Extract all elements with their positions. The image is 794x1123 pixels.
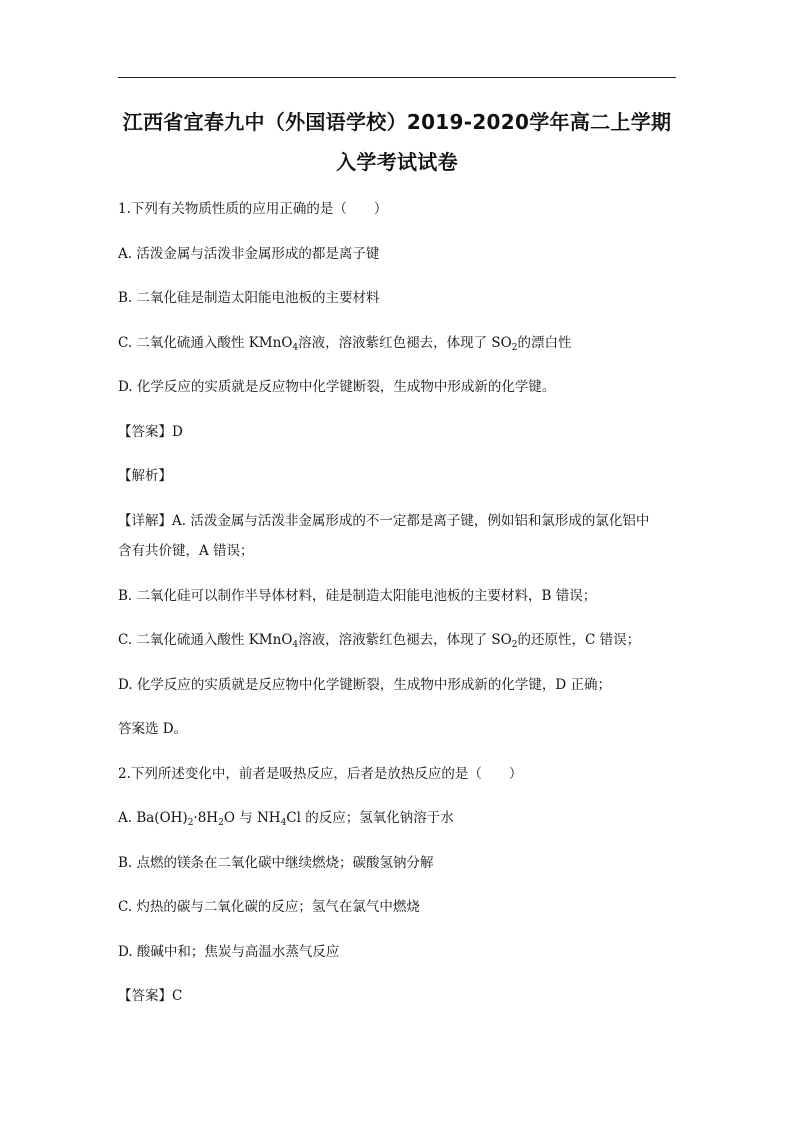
q1-option-c <box>118 334 571 352</box>
q1-detail-c-text-3: 的还原性，C 错误； <box>517 632 641 648</box>
q2-option-b: B. 点燃的镁条在二氧化碳中继续燃烧；碳酸氢钠分解 <box>118 855 434 871</box>
q1-analysis-heading: 【解析】 <box>118 468 172 484</box>
q1-answer: 【答案】D <box>118 424 183 440</box>
q1-c-text-1: C. 二氧化硫通入酸性 KMnO <box>118 335 293 351</box>
q2-a-sub-2: 2 <box>218 818 224 828</box>
q1-option-d: D. 化学反应的实质就是反应物中化学键断裂，生成物中形成新的化学键。 <box>118 379 556 395</box>
q2-option-c: C. 灼热的碳与二氧化碳的反应；氢气在氯气中燃烧 <box>118 899 420 915</box>
q2-a-sub-1: 2 <box>187 818 194 828</box>
header-rule <box>118 77 676 78</box>
q1-detail-d: D. 化学反应的实质就是反应物中化学键断裂，生成物中形成新的化学键，D 正确； <box>118 677 612 693</box>
q2-a-text-3: O 与 NH <box>223 810 281 826</box>
q1-c-sub-2: 2 <box>511 343 518 353</box>
q1-stem: 1.下列有关物质性质的应用正确的是（ ） <box>118 201 388 217</box>
q2-a-sub-3: 4 <box>280 818 287 828</box>
page-title-line-2: 入学考试试卷 <box>336 150 458 174</box>
q1-c-text-2: 溶液，溶液紫红色褪去，体现了 SO <box>298 335 512 351</box>
q2-option-a <box>118 809 454 827</box>
q1-detail-a-line-2: 含有共价键，A 错误； <box>118 543 254 559</box>
q2-a-text-2: ·8H <box>193 810 219 826</box>
q1-option-b: B. 二氧化硅是制造太阳能电池板的主要材料 <box>118 290 380 306</box>
q2-a-text-4: Cl 的反应；氢氧化钠溶于水 <box>286 810 454 826</box>
q1-c-sub-1: 4 <box>292 343 299 353</box>
q1-detail-c-text-1: C. 二氧化硫通入酸性 KMnO <box>118 632 293 648</box>
q1-detail-c-sub-1: 4 <box>292 640 299 650</box>
page-title-line-1: 江西省宜春九中（外国语学校）2019-2020学年高二上学期 <box>122 110 672 134</box>
q2-option-d: D. 酸碱中和；焦炭与高温水蒸气反应 <box>118 944 340 960</box>
q1-detail-c-text-2: 溶液，溶液紫红色褪去，体现了 SO <box>298 632 512 648</box>
q2-answer: 【答案】C <box>118 988 183 1004</box>
q2-a-text-1: A. Ba(OH) <box>118 810 188 826</box>
q1-conclusion: 答案选 D。 <box>118 721 188 737</box>
q1-detail-c <box>118 631 640 649</box>
q1-detail-a-line-1: 【详解】A. 活泼金属与活泼非金属形成的不一定都是离子键，例如铝和氯形成的氯化铝中 <box>118 513 650 529</box>
q1-c-text-3: 的漂白性 <box>517 335 572 351</box>
q1-detail-c-sub-2: 2 <box>511 640 518 650</box>
q1-option-a: A. 活泼金属与活泼非金属形成的都是离子键 <box>118 246 380 262</box>
q2-stem: 2.下列所述变化中，前者是吸热反应，后者是放热反应的是（ ） <box>118 766 523 782</box>
q1-detail-b: B. 二氧化硅可以制作半导体材料，硅是制造太阳能电池板的主要材料，B 错误； <box>118 588 597 604</box>
